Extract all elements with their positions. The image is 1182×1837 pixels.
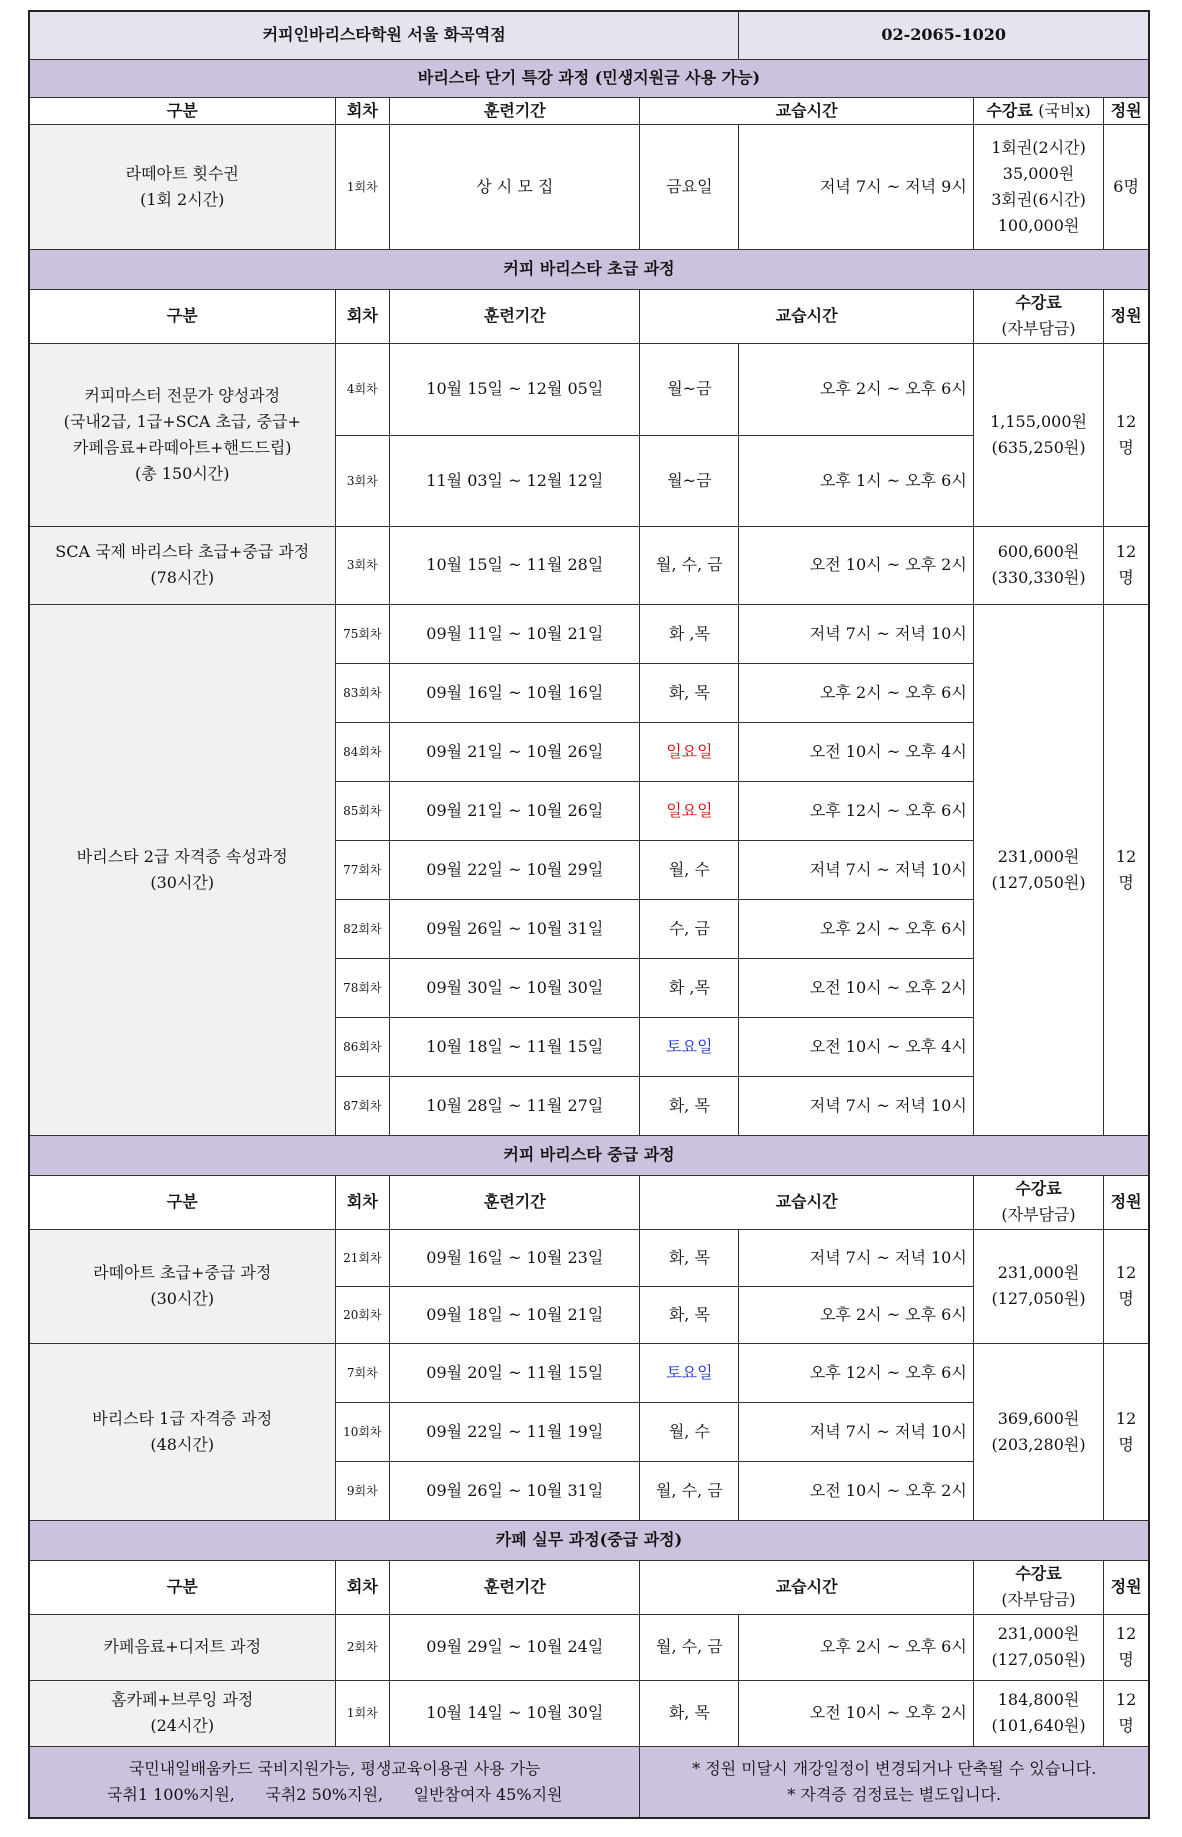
table-row [29, 1343, 1149, 1402]
time-cell: 저녁 7시 ~ 저녁 10시 [739, 1229, 974, 1286]
period-cell: 09월 26일 ~ 10월 31일 [390, 1461, 640, 1520]
round-cell: 1회차 [335, 1680, 390, 1746]
fee-cell: 231,000원 (127,050원) [973, 1229, 1103, 1343]
day-cell: 금요일 [640, 124, 739, 249]
day-cell: 화, 목 [640, 1680, 739, 1746]
period-cell: 10월 18일 ~ 11월 15일 [390, 1017, 640, 1076]
period-cell: 09월 30일 ~ 10월 30일 [390, 958, 640, 1017]
col-category: 구분 [29, 1560, 335, 1614]
col-fee: 수강료 (자부담금) [973, 1175, 1103, 1229]
time-cell: 저녁 7시 ~ 저녁 10시 [739, 1402, 974, 1461]
period-cell: 11월 03일 ~ 12월 12일 [390, 435, 640, 526]
time-cell: 저녁 7시 ~ 저녁 10시 [739, 1076, 974, 1135]
column-header-row [29, 1560, 1149, 1614]
day-cell: 화 ,목 [640, 958, 739, 1017]
course-name: 커피마스터 전문가 양성과정 (국내2급, 1급+SCA 초급, 중급+ 카페음료+라떼아트+핸드드립) (총 150시간) [29, 343, 335, 526]
time-cell: 오후 12시 ~ 오후 6시 [739, 781, 974, 840]
day-cell: 일요일 [640, 722, 739, 781]
time-cell: 오전 10시 ~ 오후 2시 [739, 1461, 974, 1520]
col-round: 회차 [335, 97, 390, 124]
col-class-time: 교습시간 [640, 97, 973, 124]
round-cell: 75회차 [335, 604, 390, 663]
period-cell: 09월 16일 ~ 10월 23일 [390, 1229, 640, 1286]
period-cell: 09월 26일 ~ 10월 31일 [390, 899, 640, 958]
col-fee: 수강료 (국비x) [973, 97, 1103, 124]
col-category: 구분 [29, 289, 335, 343]
table-row [29, 526, 1149, 604]
time-cell: 오전 10시 ~ 오후 2시 [739, 526, 974, 604]
course-name: SCA 국제 바리스타 초급+중급 과정 (78시간) [29, 526, 335, 604]
capacity-cell: 12명 [1104, 1614, 1149, 1680]
fee-cell: 600,600원 (330,330원) [973, 526, 1103, 604]
course-name: 라떼아트 초급+중급 과정 (30시간) [29, 1229, 335, 1343]
col-period: 훈련기간 [390, 289, 640, 343]
capacity-cell: 12명 [1104, 1680, 1149, 1746]
period-cell: 09월 20일 ~ 11월 15일 [390, 1343, 640, 1402]
capacity-cell: 12명 [1104, 343, 1149, 526]
round-cell: 85회차 [335, 781, 390, 840]
day-cell: 월, 수, 금 [640, 526, 739, 604]
section-header [29, 59, 1149, 97]
period-cell: 10월 14일 ~ 10월 30일 [390, 1680, 640, 1746]
support-info: 국민내일배움카드 국비지원가능, 평생교육이용권 사용 가능 국취1 100%지원, 국취2 50%지원, 일반참여자 45%지원 [29, 1746, 640, 1818]
course-name: 카페음료+디저트 과정 [29, 1614, 335, 1680]
day-cell: 월~금 [640, 343, 739, 435]
day-cell: 화 ,목 [640, 604, 739, 663]
section-header [29, 1135, 1149, 1175]
section-title: 커피 바리스타 초급 과정 [29, 249, 1149, 289]
column-header-row [29, 289, 1149, 343]
capacity-cell: 12명 [1104, 1229, 1149, 1343]
round-cell: 78회차 [335, 958, 390, 1017]
round-cell: 10회차 [335, 1402, 390, 1461]
round-cell: 1회차 [335, 124, 390, 249]
time-cell: 저녁 7시 ~ 저녁 10시 [739, 604, 974, 663]
section-header [29, 249, 1149, 289]
footer-row [29, 1746, 1149, 1818]
course-name: 바리스타 1급 자격증 과정 (48시간) [29, 1343, 335, 1520]
table-row [29, 124, 1149, 249]
course-name: 바리스타 2급 자격증 속성과정 (30시간) [29, 604, 335, 1135]
time-cell: 오후 12시 ~ 오후 6시 [739, 1343, 974, 1402]
day-cell: 월, 수, 금 [640, 1461, 739, 1520]
time-cell: 오후 2시 ~ 오후 6시 [739, 899, 974, 958]
col-period: 훈련기간 [390, 1560, 640, 1614]
capacity-cell: 6명 [1104, 124, 1149, 249]
time-cell: 오전 10시 ~ 오후 4시 [739, 1017, 974, 1076]
section-header [29, 1520, 1149, 1560]
day-cell: 토요일 [640, 1017, 739, 1076]
section-title: 바리스타 단기 특강 과정 (민생지원금 사용 가능) [29, 59, 1149, 97]
day-cell: 화, 목 [640, 663, 739, 722]
round-cell: 83회차 [335, 663, 390, 722]
day-cell: 수, 금 [640, 899, 739, 958]
time-cell: 오전 10시 ~ 오후 4시 [739, 722, 974, 781]
table-row [29, 343, 1149, 435]
capacity-cell: 12명 [1104, 1343, 1149, 1520]
col-category: 구분 [29, 97, 335, 124]
round-cell: 3회차 [335, 526, 390, 604]
capacity-cell: 12명 [1104, 526, 1149, 604]
col-round: 회차 [335, 289, 390, 343]
course-name: 라떼아트 횟수권 (1회 2시간) [29, 124, 335, 249]
period-cell: 09월 11일 ~ 10월 21일 [390, 604, 640, 663]
col-capacity: 정원 [1104, 289, 1149, 343]
col-round: 회차 [335, 1175, 390, 1229]
round-cell: 9회차 [335, 1461, 390, 1520]
period-cell: 09월 22일 ~ 11월 19일 [390, 1402, 640, 1461]
course-name: 홈카페+브루잉 과정 (24시간) [29, 1680, 335, 1746]
day-cell: 월~금 [640, 435, 739, 526]
period-cell: 10월 28일 ~ 11월 27일 [390, 1076, 640, 1135]
day-cell: 토요일 [640, 1343, 739, 1402]
round-cell: 3회차 [335, 435, 390, 526]
round-cell: 4회차 [335, 343, 390, 435]
day-cell: 월, 수, 금 [640, 1614, 739, 1680]
column-header-row [29, 1175, 1149, 1229]
footer-notes: * 정원 미달시 개강일정이 변경되거나 단축될 수 있습니다. * 자격증 검정료는 별도입니다. [640, 1746, 1149, 1818]
col-capacity: 정원 [1104, 1175, 1149, 1229]
column-header-row [29, 97, 1149, 124]
fee-cell: 1,155,000원 (635,250원) [973, 343, 1103, 526]
col-fee: 수강료 (자부담금) [973, 1560, 1103, 1614]
time-cell: 오전 10시 ~ 오후 2시 [739, 1680, 974, 1746]
fee-cell: 231,000원 (127,050원) [973, 1614, 1103, 1680]
day-cell: 화, 목 [640, 1076, 739, 1135]
col-period: 훈련기간 [390, 1175, 640, 1229]
fee-cell: 369,600원 (203,280원) [973, 1343, 1103, 1520]
col-capacity: 정원 [1104, 97, 1149, 124]
section-title: 커피 바리스타 중급 과정 [29, 1135, 1149, 1175]
col-fee: 수강료 (자부담금) [973, 289, 1103, 343]
title-row [29, 11, 1149, 59]
fee-cell: 1회권(2시간) 35,000원 3회권(6시간) 100,000원 [973, 124, 1103, 249]
period-cell: 상 시 모 집 [390, 124, 640, 249]
section-title: 카페 실무 과정(중급 과정) [29, 1520, 1149, 1560]
time-cell: 저녁 7시 ~ 저녁 10시 [739, 840, 974, 899]
time-cell: 저녁 7시 ~ 저녁 9시 [739, 124, 974, 249]
period-cell: 09월 29일 ~ 10월 24일 [390, 1614, 640, 1680]
period-cell: 09월 18일 ~ 10월 21일 [390, 1286, 640, 1343]
round-cell: 20회차 [335, 1286, 390, 1343]
round-cell: 21회차 [335, 1229, 390, 1286]
fee-cell: 231,000원 (127,050원) [973, 604, 1103, 1135]
round-cell: 82회차 [335, 899, 390, 958]
round-cell: 87회차 [335, 1076, 390, 1135]
time-cell: 오전 10시 ~ 오후 2시 [739, 958, 974, 1017]
period-cell: 09월 16일 ~ 10월 16일 [390, 663, 640, 722]
capacity-cell: 12명 [1104, 604, 1149, 1135]
academy-name: 커피인바리스타학원 서울 화곡역점 [29, 11, 739, 59]
col-round: 회차 [335, 1560, 390, 1614]
period-cell: 09월 21일 ~ 10월 26일 [390, 781, 640, 840]
period-cell: 09월 21일 ~ 10월 26일 [390, 722, 640, 781]
time-cell: 오후 2시 ~ 오후 6시 [739, 343, 974, 435]
col-period: 훈련기간 [390, 97, 640, 124]
day-cell: 월, 수 [640, 840, 739, 899]
time-cell: 오후 2시 ~ 오후 6시 [739, 1286, 974, 1343]
day-cell: 월, 수 [640, 1402, 739, 1461]
round-cell: 77회차 [335, 840, 390, 899]
time-cell: 오후 2시 ~ 오후 6시 [739, 1614, 974, 1680]
col-class-time: 교습시간 [640, 1175, 973, 1229]
course-schedule-table [28, 10, 1150, 1819]
round-cell: 86회차 [335, 1017, 390, 1076]
col-class-time: 교습시간 [640, 1560, 973, 1614]
day-cell: 일요일 [640, 781, 739, 840]
day-cell: 화, 목 [640, 1286, 739, 1343]
period-cell: 10월 15일 ~ 11월 28일 [390, 526, 640, 604]
round-cell: 84회차 [335, 722, 390, 781]
time-cell: 오후 2시 ~ 오후 6시 [739, 663, 974, 722]
table-row [29, 1229, 1149, 1286]
table-row [29, 1614, 1149, 1680]
period-cell: 10월 15일 ~ 12월 05일 [390, 343, 640, 435]
fee-cell: 184,800원 (101,640원) [973, 1680, 1103, 1746]
phone-number: 02-2065-1020 [739, 11, 1149, 59]
table-row [29, 1680, 1149, 1746]
round-cell: 7회차 [335, 1343, 390, 1402]
time-cell: 오후 1시 ~ 오후 6시 [739, 435, 974, 526]
col-class-time: 교습시간 [640, 289, 973, 343]
period-cell: 09월 22일 ~ 10월 29일 [390, 840, 640, 899]
col-category: 구분 [29, 1175, 335, 1229]
col-capacity: 정원 [1104, 1560, 1149, 1614]
round-cell: 2회차 [335, 1614, 390, 1680]
day-cell: 화, 목 [640, 1229, 739, 1286]
table-row [29, 604, 1149, 663]
